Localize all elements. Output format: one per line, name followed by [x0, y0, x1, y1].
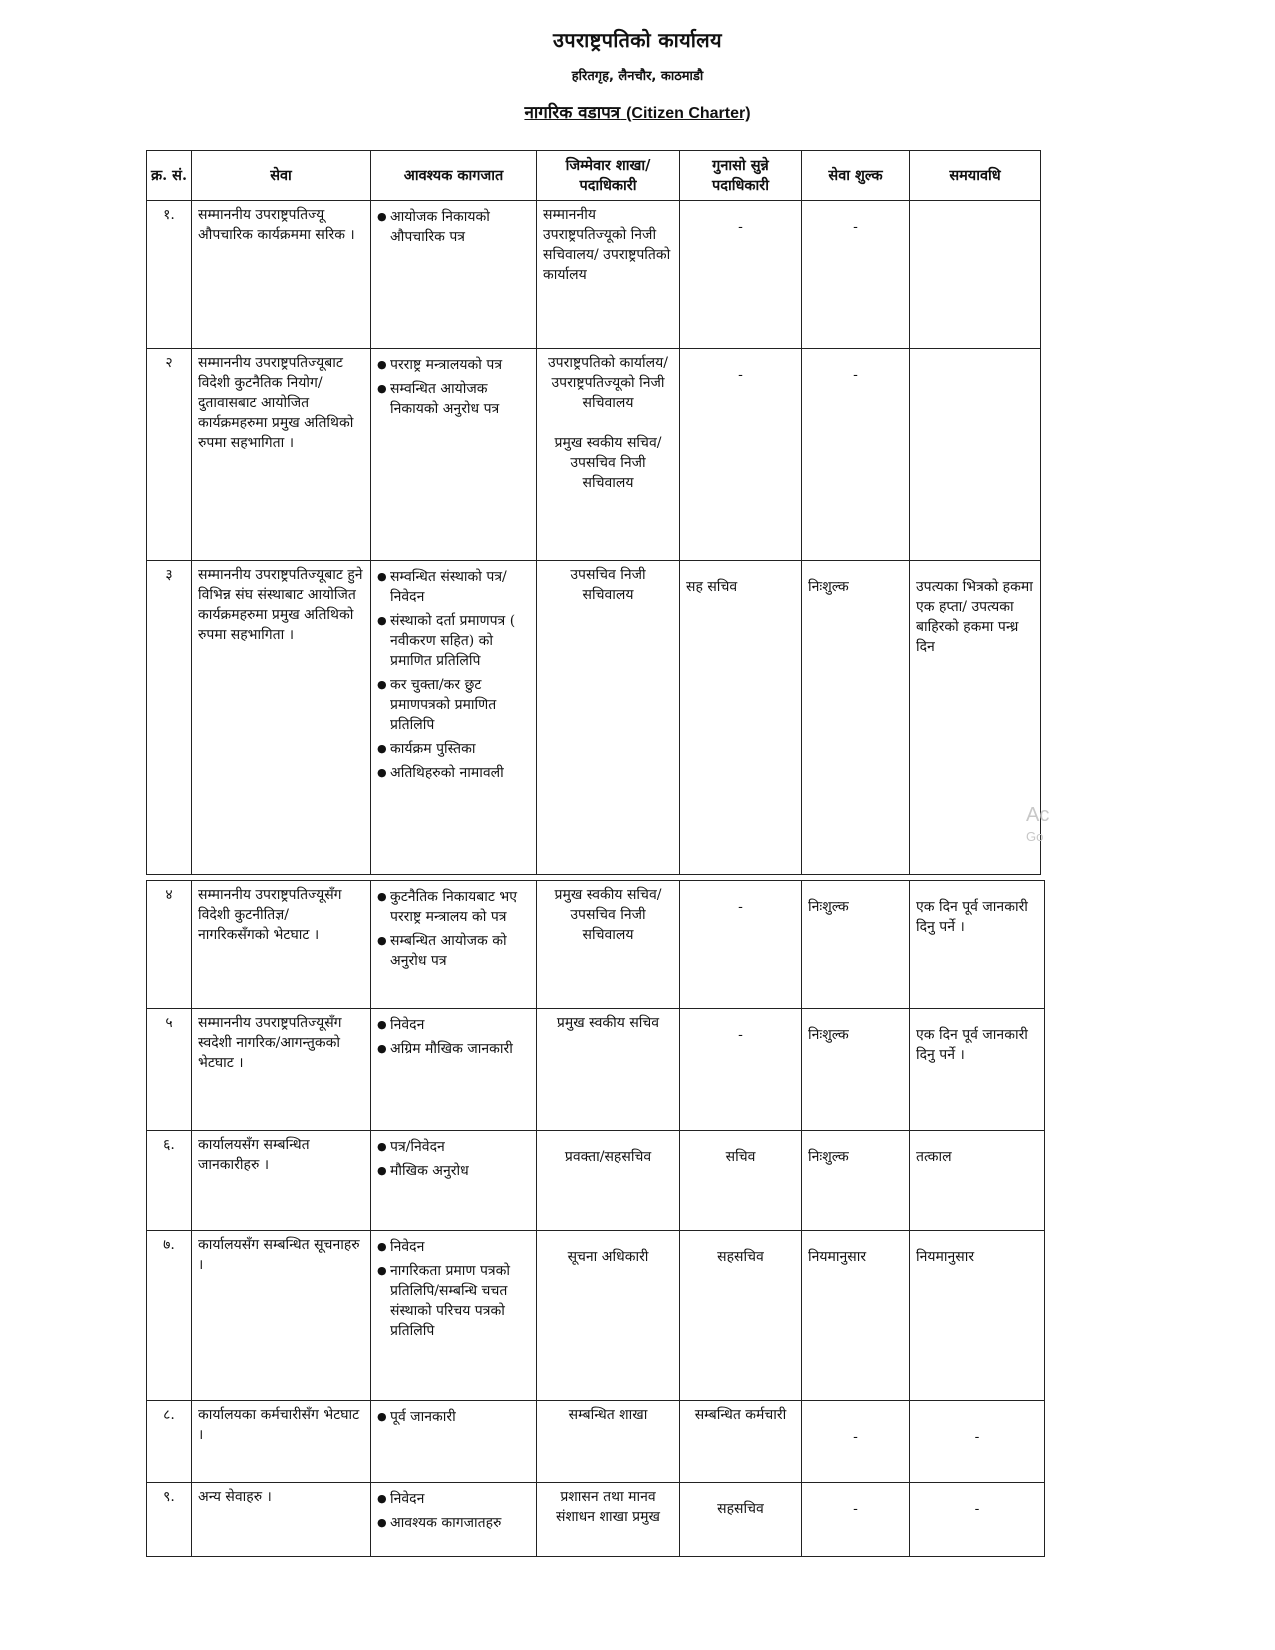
document-item: ● संस्थाको दर्ता प्रमाणपत्र ( नवीकरण सहित) को प्रमाणित प्रतिलिपि	[377, 611, 530, 671]
row-grievance: सचिव	[680, 1131, 802, 1231]
watermark-line1: Ac	[1026, 804, 1050, 826]
column-header-documents: आवश्यक कागजात	[371, 151, 537, 201]
row-responsible: प्रशासन तथा मानव संशाधन शाखा प्रमुख	[537, 1483, 680, 1557]
row-responsible: सम्बन्धित शाखा	[537, 1401, 680, 1483]
table-row	[147, 1009, 1045, 1131]
document-item: ● सम्बन्धित आयोजक को अनुरोध पत्र	[377, 931, 530, 971]
row-service: सम्माननीय उपराष्ट्रपतिज्यूबाट विदेशी कुटनैतिक नियोग/दुतावासबाट आयोजित कार्यक्रमहरुमा प्रमुख अतिथिको रुपमा सहभागिता ।	[192, 349, 371, 561]
document-item: ● परराष्ट्र मन्त्रालयको पत्र	[377, 355, 530, 375]
row-service: सम्माननीय उपराष्ट्रपतिज्यूसँग स्वदेशी नागरिक/आगन्तुकको भेटघाट ।	[192, 1009, 371, 1131]
table-row	[147, 1131, 1045, 1231]
row-grievance: सम्बन्धित कर्मचारी	[680, 1401, 802, 1483]
charter-table-page-part-2	[146, 880, 1045, 1557]
table-row	[147, 201, 1041, 349]
document-item: ● कर चुक्ता/कर छुट प्रमाणपत्रको प्रमाणित प्रतिलिपि	[377, 675, 530, 735]
charter-heading-ne: नागरिक वडापत्र	[524, 103, 621, 123]
row-duration	[910, 349, 1041, 561]
row-documents	[371, 1009, 537, 1131]
document-item: ● कार्यक्रम पुस्तिका	[377, 739, 530, 759]
row-sn: १.	[147, 201, 192, 349]
row-responsible: सम्माननीय उपराष्ट्रपतिज्यूको निजी सचिवालय/ उपराष्ट्रपतिको कार्यालय	[537, 201, 680, 349]
row-responsible: उपसचिव निजी सचिवालय	[537, 561, 680, 875]
row-documents	[371, 1483, 537, 1557]
row-grievance: -	[680, 881, 802, 1009]
column-header-duration: समयावधि	[910, 151, 1041, 201]
document-item: ● नागरिकता प्रमाण पत्रको प्रतिलिपि/सम्बन्धि चचत संस्थाको परिचय पत्रको प्रतिलिपि	[377, 1261, 530, 1341]
row-duration: -	[910, 1483, 1045, 1557]
row-duration: नियमानुसार	[910, 1231, 1045, 1401]
row-sn: २	[147, 349, 192, 561]
document-item: ● निवेदन	[377, 1015, 530, 1035]
row-sn: ६.	[147, 1131, 192, 1231]
row-grievance: -	[680, 349, 802, 561]
page-title: उपराष्ट्रपतिको कार्यालय	[553, 28, 722, 52]
row-service: अन्य सेवाहरु ।	[192, 1483, 371, 1557]
row-fee: -	[802, 201, 910, 349]
row-documents	[371, 561, 537, 875]
row-documents	[371, 201, 537, 349]
row-service: सम्माननीय उपराष्ट्रपतिज्यूबाट हुने विभिन्न संघ संस्थाबाट आयोजित कार्यक्रमहरुमा प्रमुख अतिथिको रुपमा सहभागिता ।	[192, 561, 371, 875]
row-grievance: सहसचिव	[680, 1231, 802, 1401]
row-responsible: प्रमुख स्वकीय सचिव/ उपसचिव निजी सचिवालय	[537, 881, 680, 1009]
document-item: ● पूर्व जानकारी	[377, 1407, 530, 1427]
row-fee: -	[802, 1483, 910, 1557]
table-row	[147, 1231, 1045, 1401]
row-sn: ८.	[147, 1401, 192, 1483]
activation-watermark	[1026, 804, 1049, 848]
document-item: ● कुटनैतिक निकायबाट भए परराष्ट्र मन्त्रालय को पत्र	[377, 887, 530, 927]
row-grievance: सहसचिव	[680, 1483, 802, 1557]
document-item: ● निवेदन	[377, 1489, 530, 1509]
row-sn: ५	[147, 1009, 192, 1131]
row-duration: -	[910, 1401, 1045, 1483]
responsible-secondary: प्रमुख स्वकीय सचिव/ उपसचिव निजी सचिवालय	[554, 435, 662, 491]
row-fee: निःशुल्क	[802, 881, 910, 1009]
row-fee: निःशुल्क	[802, 561, 910, 875]
row-responsible: प्रमुख स्वकीय सचिव	[537, 1009, 680, 1131]
row-fee: -	[802, 1401, 910, 1483]
table-row	[147, 881, 1045, 1009]
column-header-responsible: जिम्मेवार शाखा/पदाधिकारी	[537, 151, 680, 201]
document-item: ● सम्वन्धित आयोजक निकायको अनुरोध पत्र	[377, 379, 530, 419]
responsible-primary: उपराष्ट्रपतिको कार्यालय/ उपराष्ट्रपतिज्यूको निजी सचिवालय	[548, 355, 668, 411]
row-responsible	[537, 349, 680, 561]
row-responsible: प्रवक्ता/सहसचिव	[537, 1131, 680, 1231]
document-item: ● अग्रिम मौखिक जानकारी	[377, 1039, 530, 1059]
charter-heading-en: (Citizen Charter)	[626, 105, 751, 122]
table-row	[147, 1401, 1045, 1483]
table-header-row	[147, 151, 1041, 201]
row-duration: एक दिन पूर्व जानकारी दिनु पर्ने ।	[910, 1009, 1045, 1131]
watermark-line2: Go	[1026, 829, 1044, 844]
row-service: कार्यालयसँग सम्बन्धित जानकारीहरु ।	[192, 1131, 371, 1231]
document-item: ● सम्वन्धित संस्थाको पत्र/निवेदन	[377, 567, 530, 607]
row-service: कार्यालयका कर्मचारीसँग भेटघाट ।	[192, 1401, 371, 1483]
row-sn: ७.	[147, 1231, 192, 1401]
table-row	[147, 1483, 1045, 1557]
row-responsible: सूचना अधिकारी	[537, 1231, 680, 1401]
row-sn: ९.	[147, 1483, 192, 1557]
office-address: हरितगृह, लैनचौर, काठमाडौ	[571, 69, 704, 84]
row-sn: ४	[147, 881, 192, 1009]
row-grievance: -	[680, 1009, 802, 1131]
document-item: ● आयोजक निकायको औपचारिक पत्र	[377, 207, 530, 247]
row-fee: -	[802, 349, 910, 561]
row-duration: उपत्यका भित्रको हकमा एक हप्ता/ उपत्यका बाहिरको हकमा पन्ध्र दिन	[910, 561, 1041, 875]
document-item: ● आवश्यक कागजातहरु	[377, 1513, 530, 1533]
row-fee: निःशुल्क	[802, 1131, 910, 1231]
row-service: कार्यालयसँग सम्बन्धित सूचनाहरु ।	[192, 1231, 371, 1401]
column-header-sn: क्र. सं.	[147, 151, 192, 201]
row-documents	[371, 1231, 537, 1401]
row-documents	[371, 1131, 537, 1231]
row-service: सम्माननीय उपराष्ट्रपतिज्यू औपचारिक कार्यक्रममा सरिक ।	[192, 201, 371, 349]
table-row	[147, 349, 1041, 561]
column-header-grievance: गुनासो सुन्ने पदाधिकारी	[680, 151, 802, 201]
row-sn: ३	[147, 561, 192, 875]
column-header-fee: सेवा शुल्क	[802, 151, 910, 201]
document-item: ● मौखिक अनुरोध	[377, 1161, 530, 1181]
row-fee: निःशुल्क	[802, 1009, 910, 1131]
document-item: ● निवेदन	[377, 1237, 530, 1257]
document-item: ● अतिथिहरुको नामावली	[377, 763, 530, 783]
charter-table-page-part-1	[146, 150, 1041, 875]
row-grievance: सह सचिव	[680, 561, 802, 875]
document-item: ● पत्र/निवेदन	[377, 1137, 530, 1157]
row-documents	[371, 881, 537, 1009]
row-duration	[910, 201, 1041, 349]
row-duration: एक दिन पूर्व जानकारी दिनु पर्ने ।	[910, 881, 1045, 1009]
table-row	[147, 561, 1041, 875]
row-duration: तत्काल	[910, 1131, 1045, 1231]
row-documents	[371, 1401, 537, 1483]
row-grievance: -	[680, 201, 802, 349]
column-header-service: सेवा	[192, 151, 371, 201]
row-service: सम्माननीय उपराष्ट्रपतिज्यूसँग विदेशी कुटनीतिज्ञ/ नागरिकसँगको भेटघाट ।	[192, 881, 371, 1009]
row-fee: नियमानुसार	[802, 1231, 910, 1401]
row-documents	[371, 349, 537, 561]
charter-heading	[0, 100, 1275, 123]
